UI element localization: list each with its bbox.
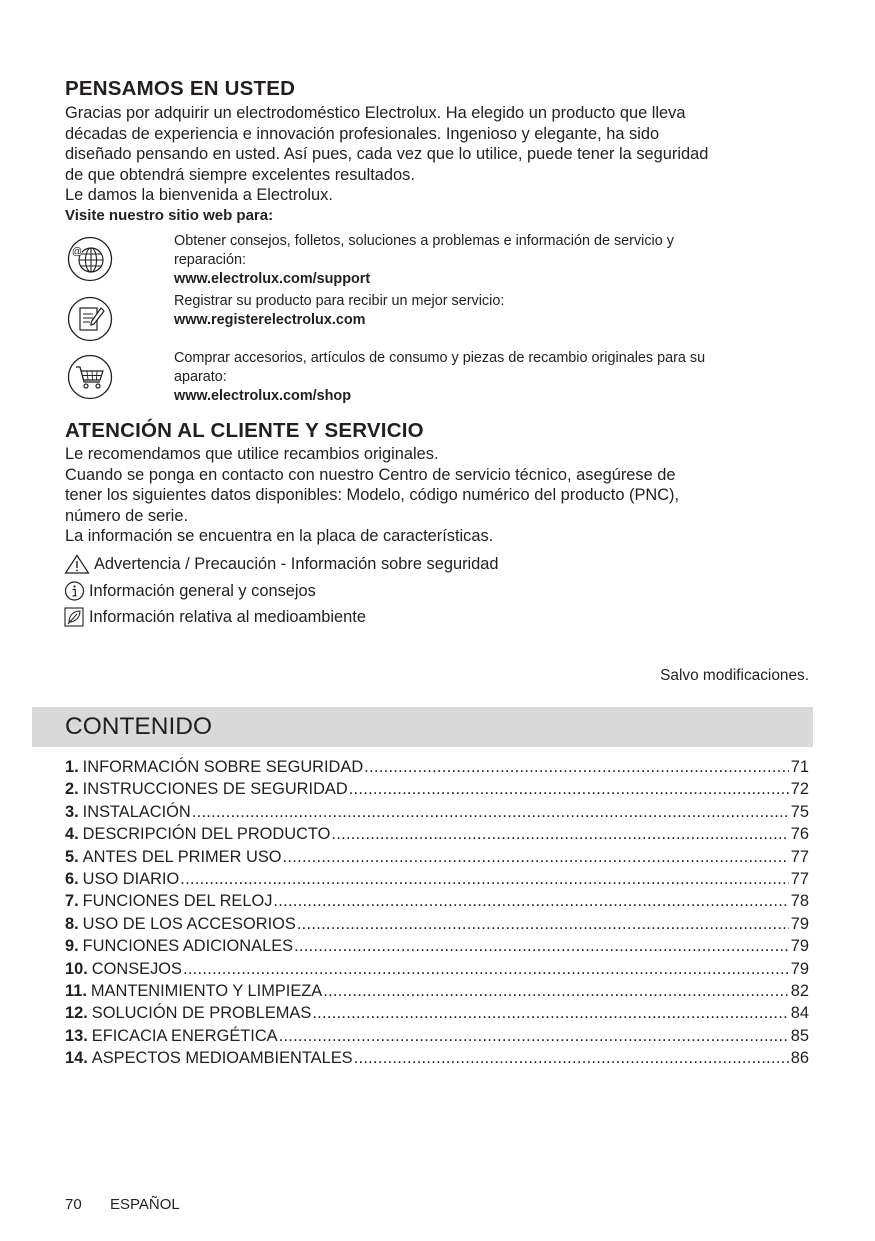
toc-item[interactable] (65, 982, 809, 1004)
toc-leader-dots (364, 758, 789, 777)
toc-item-number: 8. (65, 914, 79, 933)
toc-item[interactable] (65, 758, 809, 780)
intro-paragraph (65, 103, 708, 206)
toc-item[interactable] (65, 1049, 809, 1071)
service-paragraph (65, 444, 679, 547)
toc-item[interactable] (65, 825, 809, 847)
toc-item[interactable] (65, 870, 809, 892)
intro-line: Gracias por adquirir un electrodoméstico Electrolux. Ha elegido un producto que lleva (65, 104, 686, 122)
visit-website-label: Visite nuestro sitio web para: (65, 207, 274, 224)
toc-item-label: DESCRIPCIÓN DEL PRODUCTO (82, 825, 331, 844)
toc-leader-dots (283, 848, 789, 867)
toc-item-page: 71 (790, 758, 809, 776)
svg-text:@: @ (71, 246, 83, 258)
toc-item-number: 11. (65, 982, 87, 1000)
toc-item-label: ASPECTOS MEDIOAMBIENTALES (91, 1049, 353, 1068)
legend-warning (64, 554, 499, 574)
toc-leader-dots (183, 960, 789, 979)
intro-line: diseñado pensando en usted. Así pues, cada vez que lo utilice, puede tener la seguridad (65, 145, 709, 164)
intro-line: de que obtendrá siempre excelentes resultados. (65, 165, 415, 184)
toc-item-page: 77 (790, 870, 809, 888)
toc-item-number: 9. (65, 937, 79, 956)
toc-item-number: 2. (65, 780, 79, 799)
info-circle-icon (64, 581, 85, 601)
toc-leader-dots (180, 870, 789, 889)
service-line: Cuando se ponga en contacto con nuestro Centro de servicio técnico, asegúrese de (65, 465, 676, 484)
toc-item-number: 4. (65, 825, 79, 844)
support-link[interactable]: www.electrolux.com/support (174, 271, 371, 287)
toc-item-number: 12. (65, 1004, 88, 1023)
toc-item-page: 72 (790, 780, 809, 799)
toc-item-page: 82 (790, 982, 809, 1000)
toc-item[interactable] (65, 803, 809, 825)
toc-item[interactable] (65, 937, 809, 959)
toc-item-page: 79 (790, 914, 809, 933)
toc-item-page: 79 (790, 937, 809, 956)
toc-leader-dots (192, 803, 789, 822)
toc-item-label: USO DE LOS ACCESORIOS (82, 914, 296, 933)
toc-item-label: EFICACIA ENERGÉTICA (91, 1026, 278, 1045)
toc-item-page: 79 (790, 959, 809, 978)
service-shop-text: aparato: (174, 369, 227, 385)
toc-leader-dots (331, 825, 788, 844)
toc-item[interactable] (65, 1027, 809, 1049)
toc-item-label: MANTENIMIENTO Y LIMPIEZA (90, 982, 323, 1000)
service-support-text: Obtener consejos, folletos, soluciones a problemas e información de servicio y (174, 233, 674, 249)
toc-leader-dots (279, 1027, 789, 1046)
toc-item-page: 76 (790, 825, 809, 844)
service-shop (174, 349, 705, 406)
toc-item[interactable] (65, 1004, 809, 1026)
service-shop-text: Comprar accesorios, artículos de consumo y piezas de recambio originales para su (174, 350, 706, 366)
toc-item-label: USO DIARIO (82, 870, 180, 888)
service-line: La información se encuentra en la placa de características. (65, 527, 494, 546)
service-register-text: Registrar su producto para recibir un mejor servicio: (174, 293, 505, 309)
toc-item[interactable] (65, 892, 809, 914)
shop-link[interactable]: www.electrolux.com/shop (174, 388, 351, 404)
toc-item-page: 85 (790, 1026, 809, 1045)
toc-item-label: FUNCIONES DEL RELOJ (82, 892, 273, 911)
service-support (174, 232, 674, 289)
toc-leader-dots (297, 915, 789, 934)
toc-item-number: 10. (65, 959, 88, 978)
warning-triangle-icon (64, 554, 90, 574)
section-title-thinking: PENSAMOS EN USTED (65, 77, 296, 100)
contents-title: CONTENIDO (65, 713, 212, 740)
contents-header-band (32, 707, 813, 747)
globe-at-icon (67, 236, 113, 282)
toc-item[interactable] (65, 915, 809, 937)
toc-item-number: 5. (65, 847, 79, 866)
toc-item[interactable] (65, 960, 809, 982)
toc-item-page: 75 (790, 802, 809, 821)
toc-item-page: 77 (790, 847, 809, 866)
service-line: tener los siguientes datos disponibles: Modelo, código numérico del producto (PNC), (65, 486, 680, 505)
toc-item-number: 3. (65, 802, 79, 821)
legend-info (64, 581, 316, 601)
subject-to-change-note: Salvo modificaciones. (660, 667, 809, 684)
register-pencil-icon (67, 296, 113, 342)
toc-leader-dots (294, 937, 789, 956)
legend-info-text: Información general y consejos (89, 581, 316, 600)
toc-leader-dots (354, 1049, 789, 1068)
toc-item-label: FUNCIONES ADICIONALES (82, 937, 294, 956)
toc-item-label: INFORMACIÓN SOBRE SEGURIDAD (82, 758, 364, 776)
toc-item[interactable] (65, 780, 809, 802)
toc-item-page: 84 (790, 1004, 809, 1023)
toc-leader-dots (349, 780, 789, 799)
intro-line: Le damos la bienvenida a Electrolux. (65, 186, 333, 205)
toc-item-label: CONSEJOS (91, 959, 182, 978)
toc-item-page: 86 (790, 1049, 809, 1068)
toc-item-number: 7. (65, 892, 79, 911)
toc-item-number: 6. (65, 870, 79, 888)
legend-environment (64, 607, 366, 627)
legend-warning-text: Advertencia / Precaución - Información sobre seguridad (94, 554, 499, 573)
service-line: número de serie. (65, 506, 188, 525)
service-register (174, 292, 504, 330)
toc-item[interactable] (65, 848, 809, 870)
toc-item-number: 13. (65, 1026, 88, 1045)
intro-line: décadas de experiencia e innovación profesionales. Ingenioso y elegante, ha sido (65, 124, 660, 143)
toc-item-number: 14. (65, 1049, 88, 1068)
toc-leader-dots (273, 892, 788, 911)
service-support-text: reparación: (174, 252, 246, 268)
toc-item-label: ANTES DEL PRIMER USO (82, 847, 282, 866)
toc-leader-dots (312, 1004, 788, 1023)
register-link[interactable]: www.registerelectrolux.com (174, 312, 366, 328)
toc-item-page: 78 (790, 892, 809, 911)
toc-item-label: INSTRUCCIONES DE SEGURIDAD (82, 780, 348, 799)
toc-item-number: 1. (65, 758, 79, 776)
toc-item-label: SOLUCIÓN DE PROBLEMAS (91, 1004, 312, 1023)
footer-language: ESPAÑOL (110, 1196, 180, 1213)
shopping-cart-icon (67, 354, 113, 400)
page-number: 70 (65, 1196, 82, 1213)
toc-item-label: INSTALACIÓN (82, 802, 191, 821)
section-title-customer-service: ATENCIÓN AL CLIENTE Y SERVICIO (65, 419, 424, 442)
toc-leader-dots (323, 982, 789, 1001)
environment-leaf-icon (64, 607, 85, 627)
service-line: Le recomendamos que utilice recambios originales. (65, 445, 439, 463)
legend-environment-text: Información relativa al medioambiente (89, 607, 366, 626)
